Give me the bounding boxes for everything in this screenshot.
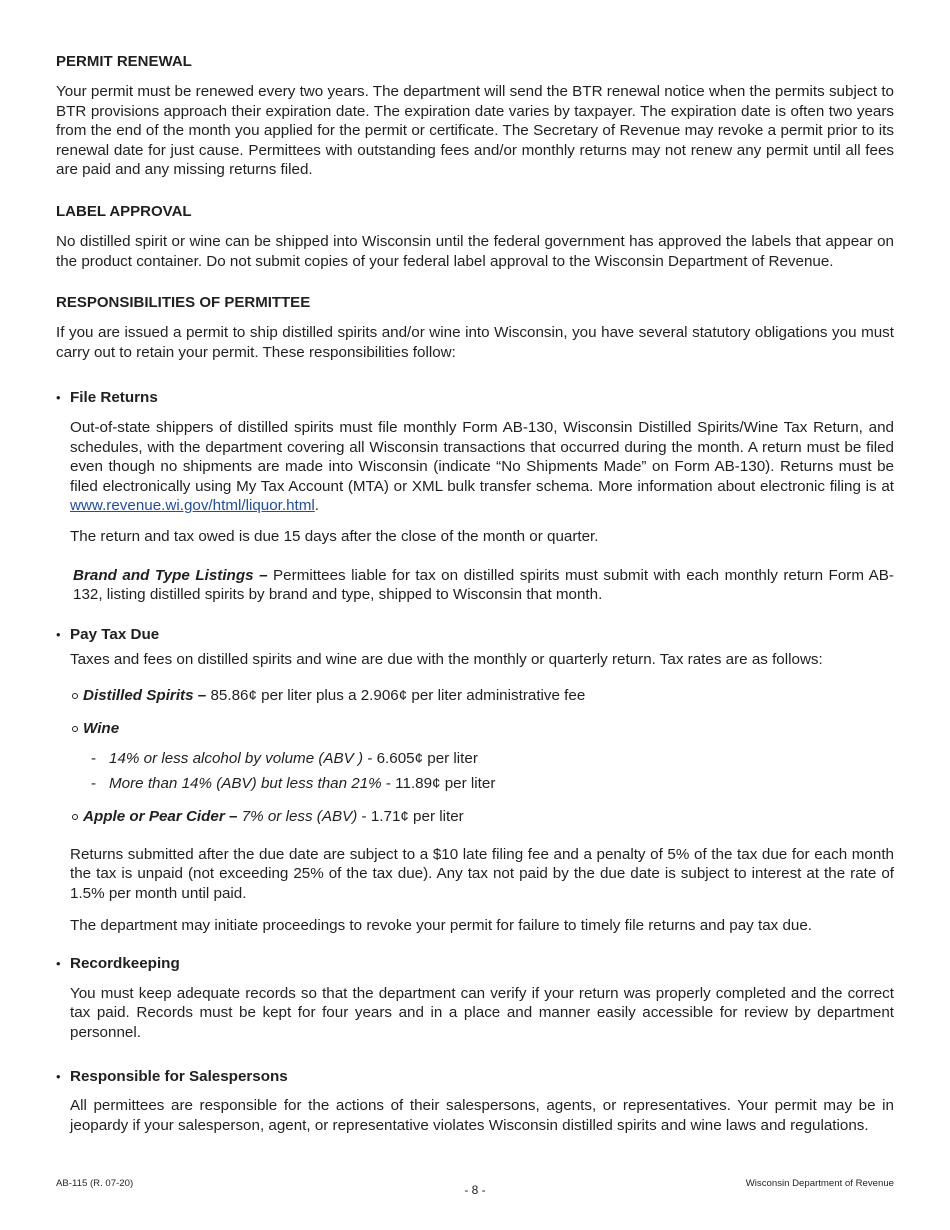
label-approval-heading: LABEL APPROVAL bbox=[56, 202, 192, 220]
page-number: - 8 - bbox=[464, 1183, 486, 1197]
revoke-text: The department may initiate proceedings to revoke your permit for failure to timely file returns and pay tax due. bbox=[70, 916, 813, 934]
permit-renewal-body: Your permit must be renewed every two years. The department will send the BTR renewal notice when the permits subject to BTR provisions approach their expiration date. The expiration date varies by taxpayer. The expiration date is often two years from the end of the month you applied for the permit or certificate. The Secretary of Revenue may revoke a permit prior to its renewal date for just cause. Permittees with outstanding fees and/or monthly returns may not renew any permit until all fees are paid and any missing returns filed. bbox=[56, 83, 894, 179]
form-number: AB-115 (R. 07-20) bbox=[56, 1178, 134, 1189]
spirits-label: Distilled Spirits – bbox=[83, 686, 207, 704]
label-approval-section bbox=[56, 202, 894, 271]
agency-name: Wisconsin Department of Revenue bbox=[745, 1178, 894, 1189]
file-returns-body bbox=[56, 418, 894, 516]
permit-renewal-heading: PERMIT RENEWAL bbox=[56, 53, 192, 70]
file-returns-section bbox=[56, 388, 894, 604]
file-returns-body-text: Out-of-state shippers of distilled spirits must file monthly Form AB-130, Wisconsin Distilled Spirits/Wine Tax Return, and schedules, with the department covering all Wisconsin transactions that occurred during the month. A return must be filed even though no shipments are made into Wisconsin (indicate “No Shipments Made” on Form AB-130). Returns must be filed electronically using My Tax Account (MTA) or XML bulk transfer schema. More information about electronic filing is at bbox=[70, 418, 894, 495]
pay-tax-intro: Taxes and fees on distilled spirits and wine are due with the monthly or quarterly return. Tax rates are as follows: bbox=[70, 651, 823, 669]
spirits-rate: 85.86¢ per liter plus a 2.906¢ per liter administrative fee bbox=[206, 686, 586, 704]
wine-rate-item bbox=[56, 719, 894, 739]
brand-type-label: Brand and Type Listings – bbox=[73, 566, 268, 584]
pay-tax-title: • Pay Tax Due bbox=[56, 625, 894, 645]
wine-label: Wine bbox=[83, 720, 120, 738]
responsibilities-intro: If you are issued a permit to ship distilled spirits and/or wine into Wisconsin, you have several statutory obligations you must carry out to retain your permit. These responsibilities follow: bbox=[56, 324, 894, 361]
wine-rate-desc: More than 14% (ABV) but less than 21% bbox=[109, 774, 382, 792]
cider-rate-item bbox=[56, 807, 894, 827]
label-approval-body: No distilled spirit or wine can be shipped into Wisconsin until the federal government has approved the labels that appear on the product container. Do not submit copies of your federal label approval to the Wisconsin Department of Revenue. bbox=[56, 232, 894, 270]
page-content bbox=[56, 52, 894, 1135]
wine-rate-value: - 11.89¢ per liter bbox=[381, 774, 496, 792]
recordkeeping-body: You must keep adequate records so that the department can verify if your return was properly completed and the correct tax paid. Records must be kept for four years and in a place and manner easily accessible for review by department personnel. bbox=[70, 984, 894, 1041]
cider-desc: 7% or less (ABV) bbox=[237, 808, 358, 826]
liquor-info-link[interactable]: www.revenue.wi.gov/html/liquor.html bbox=[70, 497, 315, 515]
responsibilities-section bbox=[56, 293, 894, 362]
late-filing-text: Returns submitted after the due date are subject to a $10 late filing fee and a penalty of 5% of the tax due for each month the tax is unpaid (not exceeding 25% of the tax due). Any tax not paid by the due date is subject to interest at the rate of 1.5% per month until paid. bbox=[70, 845, 894, 903]
recordkeeping-section bbox=[56, 954, 894, 1042]
salespersons-section bbox=[56, 1067, 894, 1136]
salespersons-body: All permittees are responsible for the actions of their salespersons, agents, or representatives. Your permit may be in jeopardy if your salesperson, agent, or representative violates Wisconsin distilled spirits and wine laws and regulations. bbox=[70, 1097, 894, 1134]
responsibilities-heading: RESPONSIBILITIES OF PERMITTEE bbox=[56, 294, 311, 312]
file-returns-body-end: . bbox=[314, 497, 320, 515]
brand-type-body: Permittees liable for tax on distilled spirits must submit with each monthly return Form AB-132, listing distilled spirits by brand and type, shipped to Wisconsin that month. bbox=[73, 566, 894, 604]
cider-rate: - 1.71¢ per liter bbox=[357, 808, 464, 826]
wine-rate-value: - 6.605¢ per liter bbox=[363, 750, 478, 768]
wine-rate-desc: 14% or less alcohol by volume (ABV ) bbox=[109, 750, 364, 768]
wine-rate-line bbox=[56, 774, 894, 794]
pay-tax-section bbox=[56, 625, 894, 936]
spirits-rate-item bbox=[56, 686, 894, 706]
brand-type-listings bbox=[56, 566, 894, 605]
cider-label: Apple or Pear Cider – bbox=[83, 808, 238, 826]
file-returns-title: • File Returns bbox=[56, 388, 894, 408]
file-returns-due: The return and tax owed is due 15 days after the close of the month or quarter. bbox=[70, 527, 599, 545]
salespersons-title: • Responsible for Salespersons bbox=[56, 1067, 894, 1087]
permit-renewal-section bbox=[56, 52, 894, 180]
recordkeeping-title: • Recordkeeping bbox=[56, 954, 894, 974]
page-footer bbox=[56, 1178, 894, 1198]
wine-rate-line bbox=[56, 749, 894, 769]
